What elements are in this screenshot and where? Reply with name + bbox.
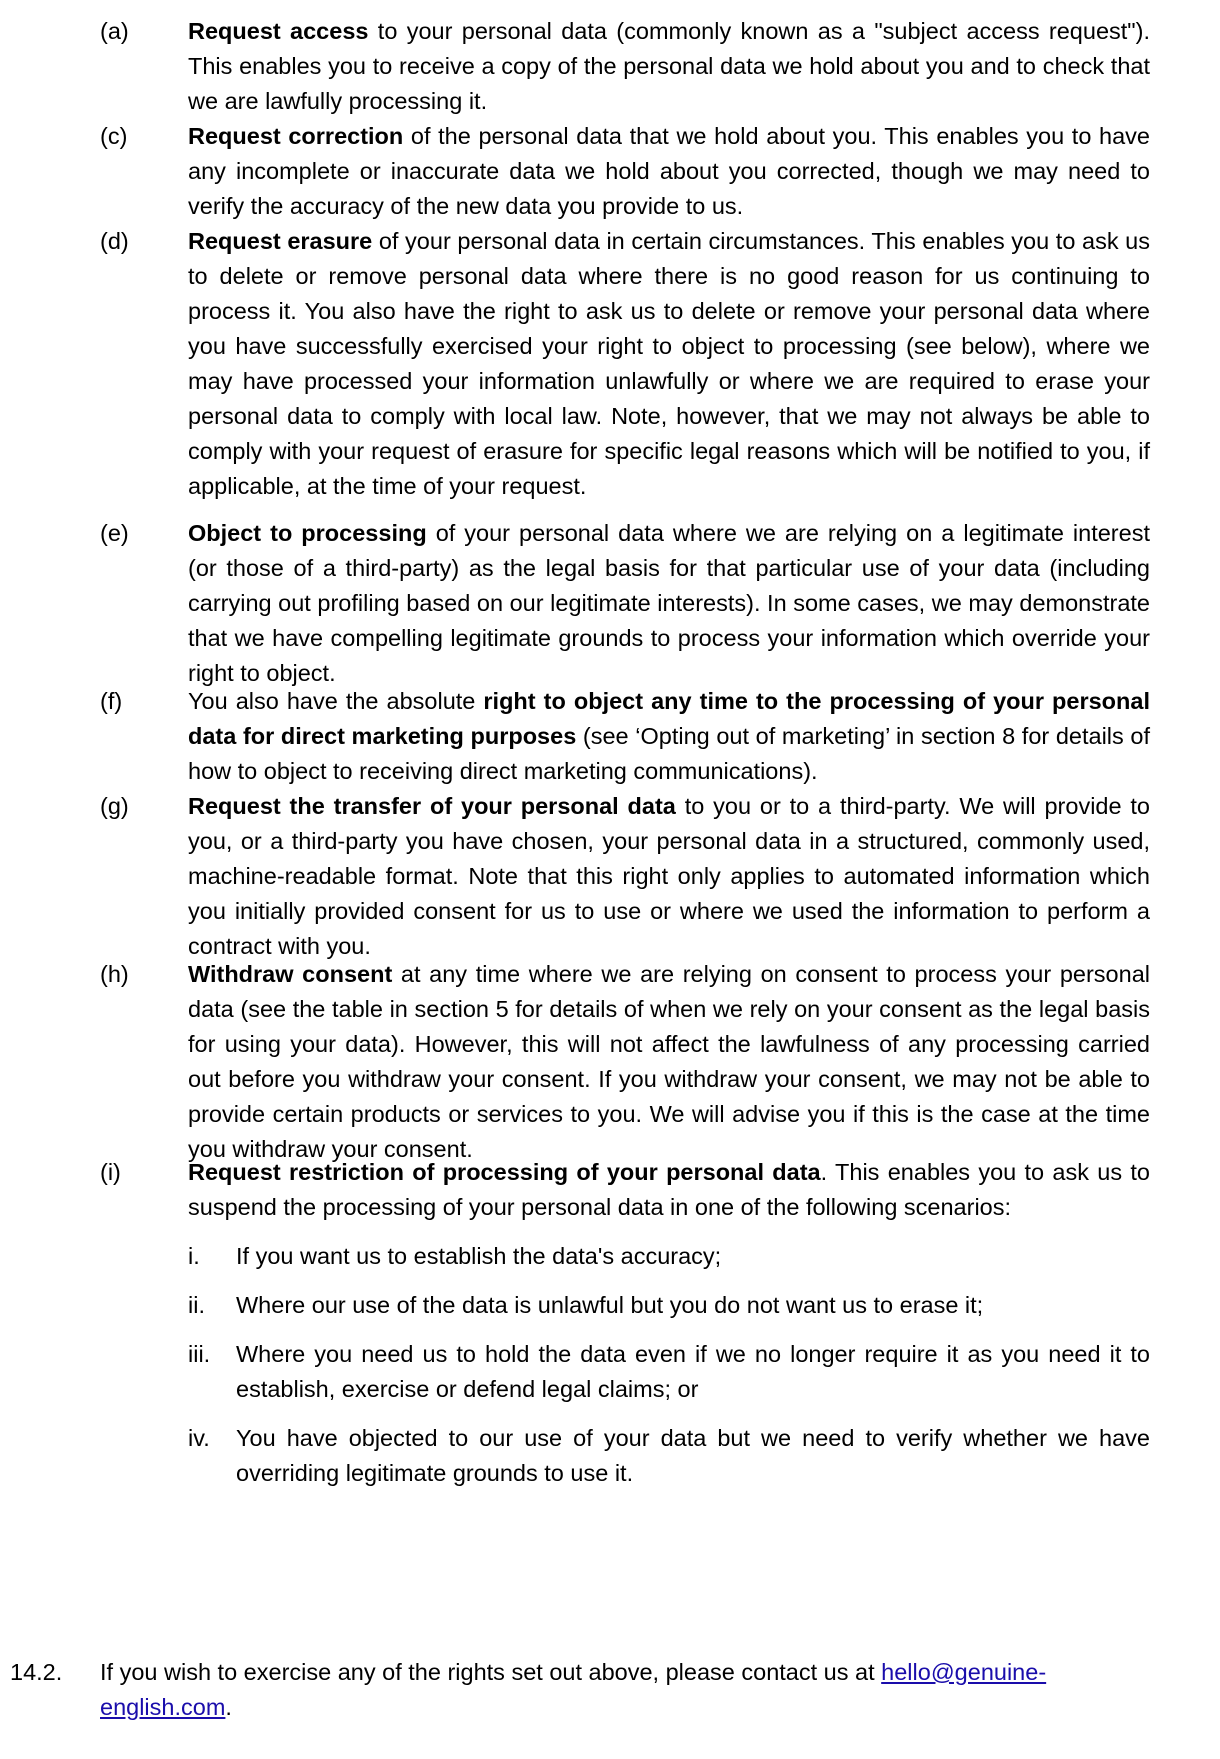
sub-list-text: You have objected to our use of your data but we need to verify whether we have overriding legitimate grounds to use it. — [236, 1425, 1150, 1486]
item-content — [188, 684, 1150, 789]
item-text: . This enables you to ask us to suspend the processing of your personal data in one of the following scenarios: — [188, 1159, 1151, 1220]
item-heading: Withdraw consent — [188, 961, 393, 987]
item-heading: right to object any time to the processing of your personal data for direct marketing purposes — [188, 688, 1150, 749]
item-content — [188, 14, 1150, 119]
clause-end: . — [225, 1694, 232, 1720]
item-label: (a) — [100, 18, 129, 44]
item-label: (e) — [100, 520, 129, 546]
item-heading: Request access — [188, 18, 369, 44]
sub-list-number: ii. — [188, 1292, 205, 1318]
rights-item-h — [100, 957, 1150, 1167]
item-label: (f) — [100, 688, 123, 714]
item-pre-text: You also have the absolute — [188, 688, 484, 714]
item-text: of your personal data in certain circumstances. This enables you to ask us to delete or remove personal data where there is no good reason for us continuing to process it. You also have the right to ask us to delete or remove your personal data where you have successfully exercised your right to object to processing (see below), where we may have processed your information unlawfully or where we are required to erase your personal data to comply with local law. Note, however, that we may not always be able to comply with your request of erasure for specific legal reasons which will be notified to you, if applicable, at the time of your request. — [188, 228, 1150, 499]
item-heading: Object to processing — [188, 520, 427, 546]
item-heading: Request correction — [188, 123, 404, 149]
clause-number: 14.2. — [10, 1659, 63, 1685]
rights-item-d — [100, 224, 1150, 504]
item-label: (i) — [100, 1159, 121, 1185]
rights-item-g — [100, 789, 1150, 964]
item-content — [188, 224, 1150, 504]
sub-list-number: i. — [188, 1243, 200, 1269]
sub-list-item — [188, 1239, 1150, 1274]
clause-content — [100, 1655, 1150, 1725]
sub-list-text: If you want us to establish the data's accuracy; — [236, 1243, 722, 1269]
item-content — [188, 119, 1150, 224]
sub-list-item — [188, 1288, 1150, 1323]
item-content — [188, 1155, 1150, 1491]
sub-list-number: iv. — [188, 1425, 210, 1451]
sub-list-item — [188, 1337, 1150, 1407]
item-heading: Request the transfer of your personal data — [188, 793, 676, 819]
item-text: to you or to a third-party. We will provide to you, or a third-party you have chosen, your personal data in a structured, commonly used, machine-readable format. Note that this right only applies to automated information which you initially provided consent for us to use or where we used the information to perform a contract with you. — [188, 793, 1150, 959]
item-heading: Request erasure — [188, 228, 373, 254]
rights-item-i — [100, 1155, 1150, 1491]
contact-email-link[interactable]: hello@genuine-english.com — [100, 1659, 1047, 1720]
item-text: of the personal data that we hold about you. This enables you to have any incomplete or inaccurate data we hold about you corrected, though we may need to verify the accuracy of the new data you provide to us. — [188, 123, 1150, 219]
sub-list-item — [188, 1421, 1150, 1491]
item-label: (d) — [100, 228, 129, 254]
clause-text: If you wish to exercise any of the rights set out above, please contact us at — [100, 1659, 882, 1685]
sub-list-text: Where our use of the data is unlawful but you do not want us to erase it; — [236, 1292, 984, 1318]
rights-item-a — [100, 14, 1150, 119]
rights-item-f — [100, 684, 1150, 789]
item-content — [188, 516, 1150, 691]
item-label: (g) — [100, 793, 129, 819]
item-text: (see ‘Opting out of marketing’ in section 8 for details of how to object to receiving direct marketing communications). — [188, 723, 1151, 784]
clause-14-2 — [10, 1655, 1150, 1725]
sub-list-number: iii. — [188, 1341, 211, 1367]
item-label: (h) — [100, 961, 129, 987]
item-label: (c) — [100, 123, 128, 149]
rights-item-c — [100, 119, 1150, 224]
item-text: to your personal data (commonly known as a "subject access request"). This enables you to receive a copy of the personal data we hold about you and to check that we are lawfully processing it. — [188, 18, 1150, 114]
rights-item-e — [100, 516, 1150, 691]
item-text: of your personal data where we are relying on a legitimate interest (or those of a third-party) as the legal basis for that particular use of your data (including carrying out profiling based on our legitimate interests). In some cases, we may demonstrate that we have compelling legitimate grounds to process your information which override your right to object. — [188, 520, 1150, 686]
sub-list-text: Where you need us to hold the data even if we no longer require it as you need it to establish, exercise or defend legal claims; or — [236, 1341, 1150, 1402]
item-heading: Request restriction of processing of your personal data — [188, 1159, 821, 1185]
item-content — [188, 789, 1150, 964]
item-text: at any time where we are relying on consent to process your personal data (see the table in section 5 for details of when we rely on your consent as the legal basis for using your data). However, this will not affect the lawfulness of any processing carried out before you withdraw your consent. If you withdraw your consent, we may not be able to provide certain products or services to you. We will advise you if this is the case at the time you withdraw your consent. — [188, 961, 1150, 1162]
item-content — [188, 957, 1150, 1167]
